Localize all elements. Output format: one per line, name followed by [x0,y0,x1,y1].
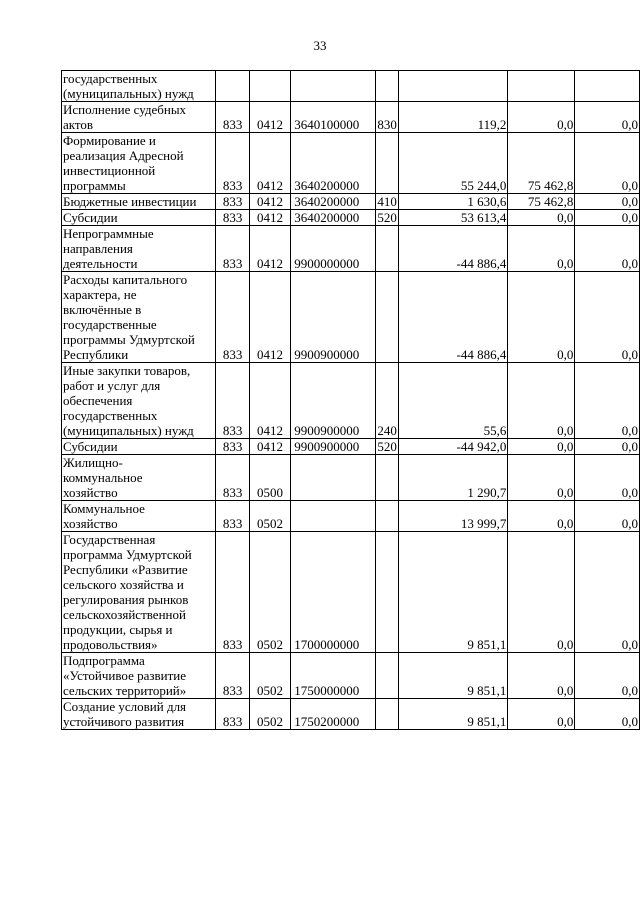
name-line: Республики [63,347,129,362]
expense-type-cell: 520 [377,210,397,225]
name-cell [62,194,216,210]
section-cell: 0412 [249,102,290,133]
name-line: Иные закупки товаров, [63,363,191,378]
name-cell [62,501,216,532]
table-row [62,71,640,102]
name-line: Подпрограмма [63,653,145,668]
name-line: Непрограммные [63,226,154,241]
sum-year1-cell: 1 290,7 [399,455,508,501]
grbs-cell: 833 [216,439,249,455]
name-line: программы Удмуртской [63,332,195,347]
sum-year2-cell [508,71,575,102]
name-line: продукции, сырья и [63,622,173,637]
name-line: программы [63,178,126,193]
name-line: Республики «Развитие [63,562,188,577]
name-line: деятельности [63,256,138,271]
grbs-cell [216,71,249,102]
sum-year1-cell: 55,6 [399,363,508,439]
section-cell: 0412 [249,226,290,272]
name-line: сельского хозяйства и [63,577,184,592]
target-article-cell: 3640200000 [291,194,376,210]
sum-year2-cell: 0,0 [508,532,575,653]
expense-type-cell [376,455,399,501]
section-cell: 0502 [249,501,290,532]
sum-year3-cell [575,71,640,102]
sum-year1-cell: 55 244,0 [399,133,508,194]
name-cell [62,439,216,455]
sum-year1-cell: -44 886,4 [399,226,508,272]
table-row [62,210,640,226]
section-cell: 0412 [249,194,290,210]
sum-year2-cell: 0,0 [508,439,575,455]
target-article-cell: 9900900000 [291,272,376,363]
name-line: хозяйство [63,485,118,500]
name-line: продовольствия» [63,637,158,652]
sum-year3-cell: 0,0 [575,501,640,532]
sum-year1-cell: 13 999,7 [399,501,508,532]
sum-year1-cell: 9 851,1 [399,699,508,730]
name-line: Расходы капитального [63,272,188,287]
section-cell: 0412 [249,133,290,194]
section-cell: 0502 [249,532,290,653]
name-line: государственных [63,71,158,86]
name-line: Создание условий для [63,699,187,714]
sum-year1-cell: 119,2 [399,102,508,133]
table-row [62,272,640,363]
sum-year1-cell: 9 851,1 [399,653,508,699]
section-cell: 0502 [249,699,290,730]
name-cell [62,455,216,501]
target-article-cell [291,71,376,102]
table-row [62,226,640,272]
name-line: государственных [63,408,158,423]
grbs-cell: 833 [216,532,249,653]
sum-year2-cell: 0,0 [508,363,575,439]
name-line: реализация Адресной [63,148,184,163]
table-row [62,532,640,653]
grbs-cell: 833 [216,272,249,363]
name-cell [62,133,216,194]
grbs-cell: 833 [216,102,249,133]
name-line: инвестиционной [63,163,156,178]
expense-type-cell [376,532,399,653]
sum-year2-cell: 0,0 [508,501,575,532]
expense-type-cell [376,71,399,102]
sum-year2-cell: 0,0 [508,699,575,730]
sum-year3-cell: 0,0 [575,532,640,653]
table-row [62,501,640,532]
name-line: Коммунальное [63,501,145,516]
grbs-cell: 833 [216,363,249,439]
name-line: актов [63,117,94,132]
sum-year2-cell: 0,0 [508,653,575,699]
table-row [62,102,640,133]
section-cell: 0412 [249,210,290,226]
target-article-cell: 1750000000 [291,653,376,699]
name-line: работ и услуг для [63,378,161,393]
table-row [62,699,640,730]
name-line: Бюджетные инвестиции [63,194,197,209]
expense-type-cell [376,272,399,363]
sum-year2-cell: 0,0 [508,226,575,272]
expense-type-cell [376,226,399,272]
sum-year3-cell: 0,0 [575,272,640,363]
sum-year1-cell: -44 942,0 [399,439,508,455]
name-cell [62,532,216,653]
sum-year3-cell: 0,0 [575,210,640,226]
expense-type-cell: 520 [377,439,397,454]
sum-year3-cell: 0,0 [575,363,640,439]
name-line: (муниципальных) нужд [63,423,194,438]
grbs-cell: 833 [216,653,249,699]
name-cell [62,102,216,133]
name-line: коммунальное [63,470,143,485]
name-line: устойчивого развития [63,714,185,729]
grbs-cell: 833 [216,501,249,532]
page-number: 33 [313,38,327,53]
sum-year3-cell: 0,0 [575,133,640,194]
grbs-cell: 833 [216,133,249,194]
name-line: включённые в [63,302,142,317]
table-row [62,455,640,501]
sum-year3-cell: 0,0 [575,226,640,272]
name-line: направления [63,241,133,256]
name-cell [62,272,216,363]
section-cell: 0412 [249,363,290,439]
name-line: Субсидии [63,210,118,225]
target-article-cell: 3640200000 [291,133,376,194]
name-line: Жилищно- [63,455,123,470]
sum-year2-cell: 0,0 [508,272,575,363]
expense-type-cell [376,653,399,699]
name-line: государственные [63,317,157,332]
name-cell [62,363,216,439]
name-line: Исполнение судебных [63,102,187,117]
expense-type-cell: 240 [376,363,399,439]
section-cell: 0502 [249,653,290,699]
name-line: Субсидии [63,439,118,454]
grbs-cell: 833 [216,194,249,210]
sum-year1-cell: 9 851,1 [399,532,508,653]
target-article-cell: 1700000000 [291,532,376,653]
sum-year2-cell: 0,0 [508,455,575,501]
expense-type-cell [376,133,399,194]
expense-type-cell [376,501,399,532]
target-article-cell: 9900900000 [291,439,376,455]
sum-year2-cell: 0,0 [508,102,575,133]
grbs-cell: 833 [216,455,249,501]
name-cell [62,653,216,699]
table-row [62,363,640,439]
sum-year3-cell: 0,0 [575,455,640,501]
table-row [62,439,640,455]
expense-type-cell [376,699,399,730]
name-cell [62,71,216,102]
sum-year2-cell: 75 462,8 [508,133,575,194]
name-cell [62,699,216,730]
section-cell [249,71,290,102]
sum-year3-cell: 0,0 [575,194,640,210]
sum-year1-cell: 1 630,6 [399,194,508,210]
name-line: регулирования рынков [63,592,189,607]
table-row [62,133,640,194]
target-article-cell [291,455,376,501]
name-line: хозяйство [63,516,118,531]
expense-type-cell: 410 [377,194,397,209]
name-line: сельскохозяйственной [63,607,186,622]
section-cell: 0500 [249,455,290,501]
budget-table [61,70,640,730]
sum-year3-cell: 0,0 [575,439,640,455]
sum-year1-cell [399,71,508,102]
sum-year2-cell: 75 462,8 [508,194,575,210]
sum-year3-cell: 0,0 [575,653,640,699]
name-line: (муниципальных) нужд [63,86,194,101]
target-article-cell [291,501,376,532]
target-article-cell: 9900900000 [291,363,376,439]
table-row [62,653,640,699]
name-line: сельских территорий» [63,683,187,698]
name-cell [62,226,216,272]
sum-year3-cell: 0,0 [575,699,640,730]
table-body [62,71,640,730]
name-line: обеспечения [63,393,133,408]
grbs-cell: 833 [216,210,249,226]
target-article-cell: 1750200000 [291,699,376,730]
expense-type-cell: 830 [376,102,399,133]
sum-year3-cell: 0,0 [575,102,640,133]
grbs-cell: 833 [216,699,249,730]
sum-year1-cell: 53 613,4 [399,210,508,226]
section-cell: 0412 [249,272,290,363]
name-line: «Устойчивое развитие [63,668,187,683]
name-line: программа Удмуртской [63,547,192,562]
grbs-cell: 833 [216,226,249,272]
target-article-cell: 3640100000 [291,102,376,133]
name-line: Формирование и [63,133,156,148]
section-cell: 0412 [249,439,290,455]
name-line: Государственная [63,532,156,547]
sum-year2-cell: 0,0 [508,210,575,226]
target-article-cell: 9900000000 [291,226,376,272]
table-row [62,194,640,210]
target-article-cell: 3640200000 [291,210,376,226]
name-cell [62,210,216,226]
name-line: характера, не [63,287,137,302]
sum-year1-cell: -44 886,4 [399,272,508,363]
